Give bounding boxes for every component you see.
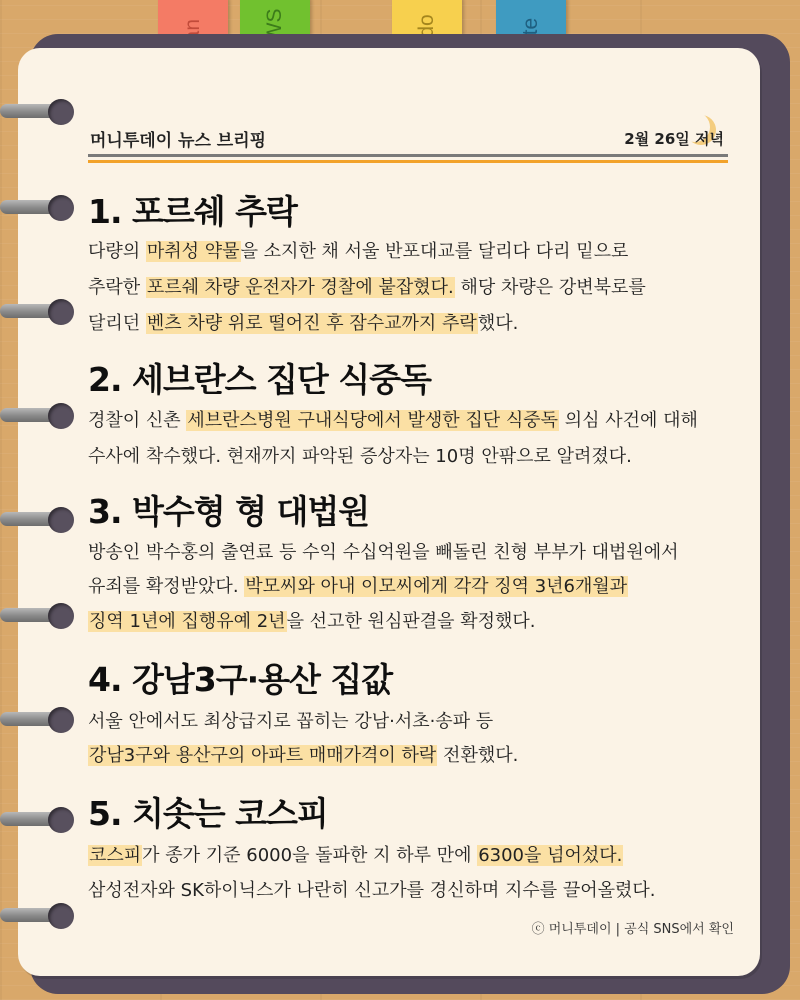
section-line xyxy=(88,707,493,733)
body-text: 삼성전자와 SK하이닉스가 나란히 신고가를 경신하며 지수를 끌어올렸다. xyxy=(88,880,656,901)
spiral-ring xyxy=(0,508,80,532)
spiral-ring xyxy=(0,404,80,428)
highlighted-text: 코스피 xyxy=(89,845,142,866)
body-text: 방송인 박수홍의 출연료 등 수익 수십억원을 빼돌린 친형 부부가 대법원에서 xyxy=(88,542,679,563)
highlighted-text: 박모씨와 아내 이모씨에게 각각 징역 3년6개월과 xyxy=(245,576,628,597)
highlighted-text: 포르쉐 차량 운전자가 경찰에 붙잡혔다. xyxy=(146,277,454,298)
highlighted-text: 세브란스병원 구내식당에서 발생한 집단 식중독 xyxy=(187,410,559,431)
body-text: 달리던 xyxy=(88,313,146,334)
section-title: 5. 치솟는 코스피 xyxy=(88,794,328,833)
body-text: 해당 차량은 강변북로를 xyxy=(454,277,646,298)
section-line xyxy=(88,841,623,867)
body-text: 다량의 xyxy=(88,241,146,262)
section-line xyxy=(88,442,632,468)
body-text: 서울 안에서도 최상급지로 꼽히는 강남·서초·송파 등 xyxy=(88,711,494,732)
section-line xyxy=(88,538,679,564)
spiral-ring xyxy=(0,708,80,732)
section-line xyxy=(88,572,628,598)
briefing-date: 2월 26일 저녁 xyxy=(624,130,724,148)
spiral-ring xyxy=(0,904,80,928)
highlighted-text: 강남3구와 용산구의 아파트 매매가격이 하락 xyxy=(89,745,437,766)
header-accent-divider xyxy=(88,160,728,163)
section-line xyxy=(88,406,698,432)
spiral-ring xyxy=(0,100,80,124)
spiral-ring xyxy=(0,604,80,628)
body-text: 가 종가 기준 6000을 돌파한 지 하루 만에 xyxy=(142,845,478,866)
highlighted-text: 마취성 약물 xyxy=(146,241,240,262)
header-divider xyxy=(88,154,728,157)
body-text: 수사에 착수했다. 현재까지 파악된 증상자는 10명 안팎으로 알려졌다. xyxy=(88,446,632,467)
section-line xyxy=(88,741,518,767)
copyright-credit: ⓒ 머니투데이 | 공식 SNS에서 확인 xyxy=(531,922,734,937)
briefing-title: 머니투데이 뉴스 브리핑 xyxy=(90,131,267,151)
spiral-ring xyxy=(0,808,80,832)
section-title: 3. 박수형 형 대법원 xyxy=(88,492,370,531)
highlighted-text: 징역 1년에 집행유예 2년 xyxy=(89,611,286,632)
section-line xyxy=(88,237,628,263)
body-text: 경찰이 신촌 xyxy=(88,410,187,431)
section-title: 1. 포르쉐 추락 xyxy=(88,192,297,231)
section-line xyxy=(88,309,518,335)
body-text: 의심 사건에 대해 xyxy=(559,410,698,431)
section-title: 4. 강남3구·용산 집값 xyxy=(88,660,393,699)
spiral-ring xyxy=(0,196,80,220)
section-line xyxy=(88,607,536,633)
section-title: 2. 세브란스 집단 식중독 xyxy=(88,360,431,399)
body-text: 했다. xyxy=(477,313,519,334)
body-text: 유죄를 확정받았다. xyxy=(88,576,245,597)
highlighted-text: 벤츠 차량 위로 떨어진 후 잠수교까지 추락 xyxy=(146,313,477,334)
body-text: 을 선고한 원심판결을 확정했다. xyxy=(286,611,536,632)
highlighted-text: 6300을 넘어섰다. xyxy=(478,845,623,866)
body-text: 을 소지한 채 서울 반포대교를 달리다 다리 밑으로 xyxy=(240,241,629,262)
spiral-ring xyxy=(0,300,80,324)
section-line xyxy=(88,273,646,299)
section-line xyxy=(88,876,656,902)
body-text: 전환했다. xyxy=(437,745,519,766)
body-text: 추락한 xyxy=(88,277,146,298)
